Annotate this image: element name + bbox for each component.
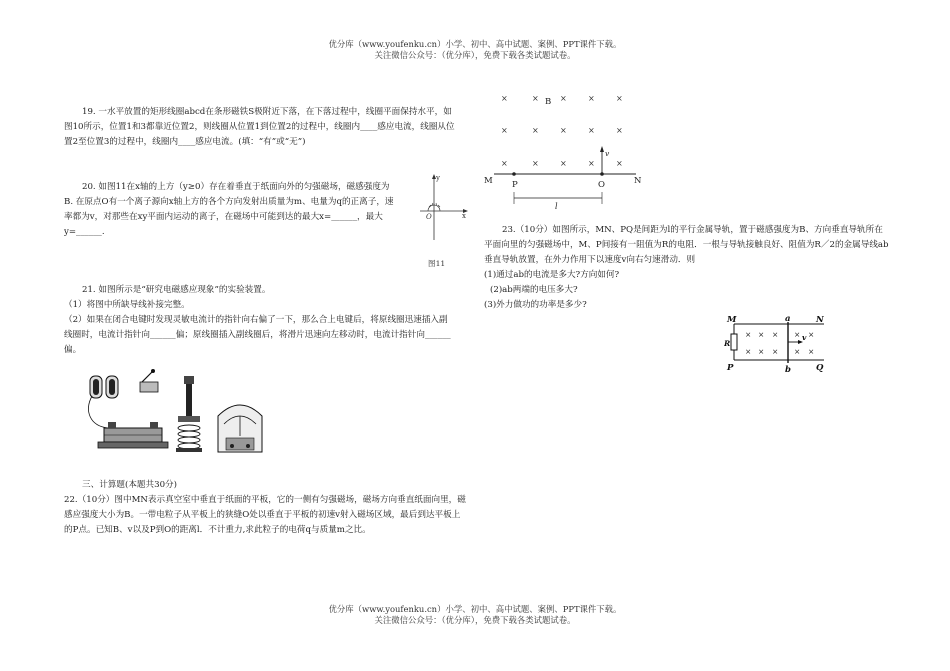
fig23-v-label: v	[802, 333, 807, 342]
fig11-origin-label: O	[426, 213, 432, 221]
primary-coil	[90, 376, 118, 398]
cross-mark: ×	[772, 330, 779, 339]
q21-line-3: （2）如果在闭合电键时发现灵敏电流计的指针向右偏了一下，那么合上电键后，将原线圈迅速插入副线圈时，电流计指针向______偏；原线圈插入副线圈后，将滑片迅速向左移动时，电流计指针向______偏。	[64, 315, 451, 355]
figure-22	[484, 88, 654, 213]
fig11-caption: 图11	[428, 259, 446, 268]
secondary-coil	[176, 376, 202, 452]
footer-line-1: 优分库（www.youfenku.cn）小学、初中、高中试题、案例、PPT课件下载。	[328, 604, 622, 614]
cross-mark: ×	[501, 159, 508, 168]
question-23	[484, 223, 889, 313]
fig22-n-label: N	[634, 176, 642, 186]
fig22-m-label: M	[484, 176, 493, 186]
cross-mark: ×	[616, 159, 623, 168]
cross-mark: ×	[560, 126, 567, 135]
fig11-x-label: x	[462, 212, 466, 220]
section-3-title: 三、计算题(本题共30分)	[82, 480, 177, 490]
figure-22-diagram	[484, 88, 654, 213]
q21-line-1: 21. 如图所示是“研究电磁感应现象”的实验装置。	[82, 285, 271, 295]
cross-mark: ×	[745, 330, 752, 339]
cross-mark: ×	[588, 126, 595, 135]
fig23-b-label: b	[785, 365, 791, 375]
fig23-p-label: P	[727, 363, 734, 373]
cross-mark: ×	[758, 347, 765, 356]
question-20	[64, 180, 396, 240]
cross-mark: ×	[532, 94, 539, 103]
q23-sub-2: (2)ab两端的电压多大?	[490, 285, 578, 295]
question-19	[64, 105, 456, 150]
footer-line-2: 关注微信公众号：（优分库），免费下载各类试题试卷。	[374, 615, 576, 625]
fig22-l-label: l	[555, 202, 558, 211]
figure-11-diagram	[418, 172, 474, 242]
cross-mark: ×	[532, 126, 539, 135]
cross-mark: ×	[532, 159, 539, 168]
figure-11	[418, 172, 474, 272]
cross-mark: ×	[501, 94, 508, 103]
cross-mark: ×	[794, 330, 801, 339]
apparatus-diagram	[78, 366, 274, 456]
q23-sub-3: (3)外力做功的功率是多少?	[484, 300, 587, 310]
cross-mark: ×	[588, 94, 595, 103]
cross-mark: ×	[794, 347, 801, 356]
fig23-m-label: M	[727, 315, 737, 325]
battery	[98, 422, 168, 448]
cross-mark: ×	[745, 347, 752, 356]
cross-mark: ×	[772, 347, 779, 356]
fig22-o-label: O	[598, 180, 605, 190]
cross-mark: ×	[616, 126, 623, 135]
fig11-y-label: y	[436, 174, 440, 182]
q19-text: 19. 一水平放置的矩形线圈abcd在条形磁铁S极附近下落，在下落过程中，线圈平面保持水平，如图10所示，位置1和3都靠近位置2，则线圈从位置1到位置2的过程中，线圈内____感应电流，线圈从位置2至位置3的过程中，线圈内____感应电流。(填：“有”或“无”)	[64, 107, 455, 147]
cross-mark: ×	[560, 94, 567, 103]
q21-line-2: （1）将图中所缺导线补接完整。	[64, 300, 190, 310]
figure-23-diagram	[724, 313, 832, 375]
q23-sub-1: (1)通过ab的电流是多大?方向如何?	[484, 270, 620, 280]
figure-23	[724, 313, 832, 375]
fig23-q-label: Q	[816, 363, 824, 373]
q23-text: 23.（10分）如图所示，MN、PQ是间距为l的平行金属导轨，置于磁感强度为B、方向垂直导轨所在平面向里的匀强磁场中，M、P间接有一阻值为R的电阻．一根与导轨接触良好、阻值为R／2的金属导线ab垂直导轨放置，在外力作用下以速度v向右匀速滑动．则	[484, 225, 889, 265]
cross-mark: ×	[501, 126, 508, 135]
cross-mark: ×	[560, 159, 567, 168]
fig22-p-label: P	[512, 180, 518, 190]
page-header	[0, 39, 950, 61]
cross-mark: ×	[808, 330, 815, 339]
apparatus-figure	[78, 366, 274, 456]
cross-mark: ×	[616, 94, 623, 103]
q20-text: 20. 如图11在x轴的上方（y≥0）存在着垂直于纸面向外的匀强磁场，磁感强度为B. 在原点O有一个离子源向x轴上方的各个方向发射出质量为m、电量为q的正离子，速率都为v，对那些在xy平面内运动的离子，在磁场中可能到达的最大x=______，最大y=______.	[64, 182, 394, 237]
question-22	[64, 493, 466, 538]
fig23-a-label: a	[785, 314, 791, 324]
cross-mark: ×	[808, 347, 815, 356]
fig22-b-label: B	[545, 97, 552, 107]
cross-mark: ×	[588, 159, 595, 168]
header-line-1: 优分库（www.youfenku.cn）小学、初中、高中试题、案例、PPT课件下载。	[328, 39, 622, 49]
header-line-2: 关注微信公众号：（优分库），免费下载各类试题试卷。	[374, 50, 576, 60]
question-21	[64, 283, 456, 358]
cross-mark: ×	[758, 330, 765, 339]
page-footer	[0, 604, 950, 626]
fig22-v-label: v	[605, 149, 610, 158]
galvanometer	[218, 405, 262, 452]
fig23-r-label: R	[724, 339, 731, 348]
section-3-heading	[64, 478, 456, 493]
q22-text: 22.（10分）图中MN表示真空室中垂直于纸面的平板，它的一侧有匀强磁场，磁场方向垂直纸面向里，磁感应强度大小为B。一带电粒子从平板上的狭缝O处以垂直于平板的初速v射入磁场区域，最后到达平板上的P点。已知B、v以及P到O的距离l．不计重力,求此粒子的电荷q与质量m之比。	[64, 495, 466, 535]
switch	[140, 369, 158, 392]
fig23-n-label: N	[816, 315, 824, 325]
